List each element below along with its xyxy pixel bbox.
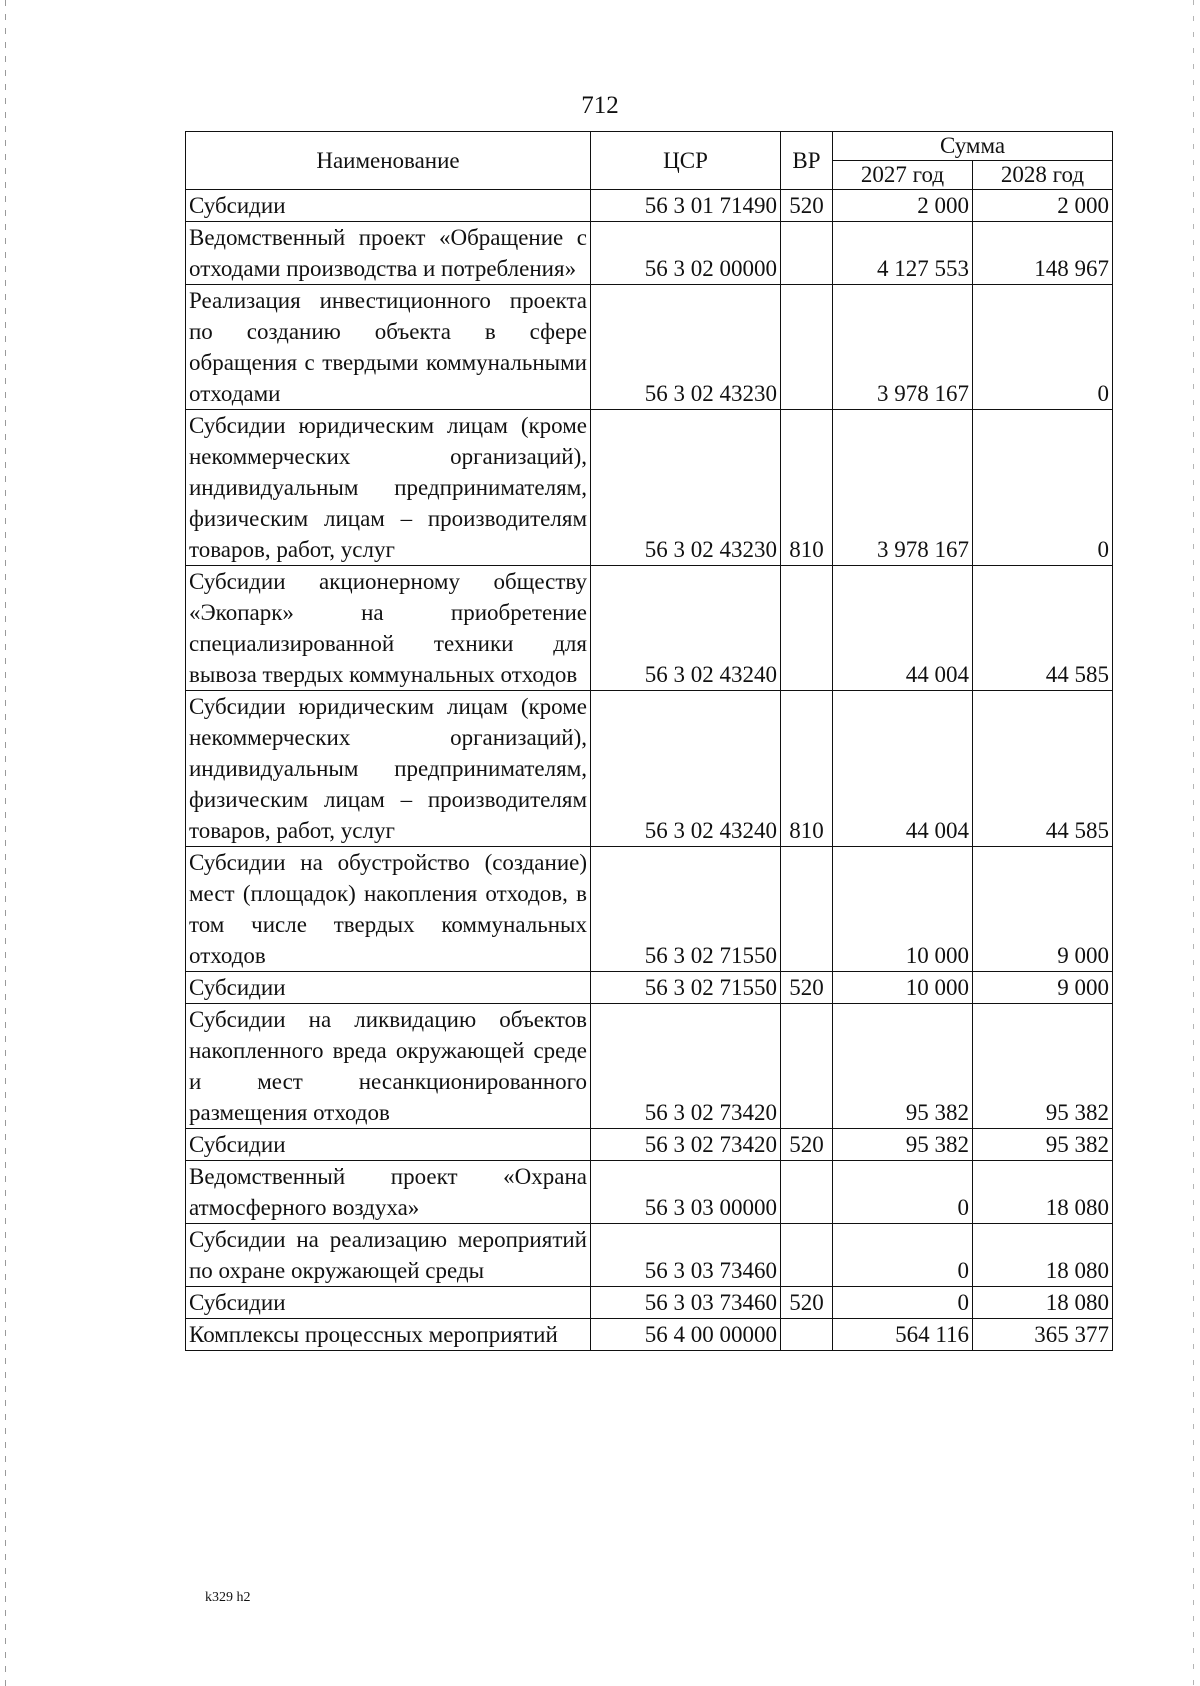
row-vr-cell: 520	[781, 972, 833, 1004]
table-row	[186, 190, 1113, 222]
budget-table	[185, 131, 1113, 1351]
row-name-cell: Субсидии акционерному обществу «Экопарк» на приобретение специализированной техники для вывоза твердых коммунальных отходов	[186, 566, 591, 691]
row-2028-cell: 18 080	[973, 1161, 1113, 1224]
row-2028-cell: 9 000	[973, 847, 1113, 972]
table-row	[186, 972, 1113, 1004]
row-2027-cell: 564 116	[833, 1319, 973, 1351]
table-row	[186, 410, 1113, 566]
table-header	[186, 132, 1113, 190]
header-vr: ВР	[781, 132, 833, 190]
row-name-cell: Субсидии юридическим лицам (кроме некоммерческих организаций), индивидуальным предпринимателям, физическим лицам – производителям товаров, работ, услуг	[186, 691, 591, 847]
row-csr-cell: 56 3 01 71490	[591, 190, 781, 222]
row-2027-cell: 3 978 167	[833, 285, 973, 410]
table-row	[186, 691, 1113, 847]
header-sum: Сумма	[833, 132, 1113, 161]
row-name-cell: Комплексы процессных мероприятий	[186, 1319, 591, 1351]
row-csr-cell: 56 3 02 00000	[591, 222, 781, 285]
row-vr-cell	[781, 1319, 833, 1351]
header-name: Наименование	[186, 132, 591, 190]
scan-edge-right	[1193, 0, 1194, 1686]
row-2027-cell: 0	[833, 1161, 973, 1224]
table-row	[186, 1004, 1113, 1129]
header-year-2027: 2027 год	[833, 161, 973, 190]
row-vr-cell	[781, 285, 833, 410]
table-row	[186, 1129, 1113, 1161]
row-2027-cell: 44 004	[833, 566, 973, 691]
row-vr-cell	[781, 847, 833, 972]
row-2028-cell: 18 080	[973, 1224, 1113, 1287]
row-2027-cell: 44 004	[833, 691, 973, 847]
row-2028-cell: 0	[973, 410, 1113, 566]
row-csr-cell: 56 3 02 43240	[591, 566, 781, 691]
row-2027-cell: 4 127 553	[833, 222, 973, 285]
row-vr-cell	[781, 222, 833, 285]
row-csr-cell: 56 3 02 71550	[591, 847, 781, 972]
row-csr-cell: 56 3 02 43230	[591, 410, 781, 566]
row-name-cell: Ведомственный проект «Обращение с отходами производства и потребления»	[186, 222, 591, 285]
table-row	[186, 566, 1113, 691]
page-number: 712	[581, 92, 619, 119]
row-vr-cell: 520	[781, 1129, 833, 1161]
row-2027-cell: 10 000	[833, 847, 973, 972]
row-2027-cell: 3 978 167	[833, 410, 973, 566]
scan-edge-left	[5, 0, 6, 1686]
row-2027-cell: 2 000	[833, 190, 973, 222]
row-name-cell: Субсидии	[186, 190, 591, 222]
row-name-cell: Ведомственный проект «Охрана атмосферного воздуха»	[186, 1161, 591, 1224]
row-name-cell: Реализация инвестиционного проекта по созданию объекта в сфере обращения с твердыми коммунальными отходами	[186, 285, 591, 410]
header-csr: ЦСР	[591, 132, 781, 190]
row-2028-cell: 9 000	[973, 972, 1113, 1004]
row-name-cell: Субсидии на ликвидацию объектов накопленного вреда окружающей среде и мест несанкционированного размещения отходов	[186, 1004, 591, 1129]
row-2028-cell: 148 967	[973, 222, 1113, 285]
row-2028-cell: 0	[973, 285, 1113, 410]
row-2028-cell: 2 000	[973, 190, 1113, 222]
row-vr-cell	[781, 566, 833, 691]
table-row	[186, 847, 1113, 972]
row-name-cell: Субсидии на обустройство (создание) мест (площадок) накопления отходов, в том числе твердых коммунальных отходов	[186, 847, 591, 972]
row-2028-cell: 365 377	[973, 1319, 1113, 1351]
row-2028-cell: 95 382	[973, 1129, 1113, 1161]
row-csr-cell: 56 3 02 43230	[591, 285, 781, 410]
row-csr-cell: 56 3 02 43240	[591, 691, 781, 847]
row-csr-cell: 56 3 02 73420	[591, 1004, 781, 1129]
row-vr-cell: 520	[781, 1287, 833, 1319]
row-vr-cell: 520	[781, 190, 833, 222]
row-vr-cell	[781, 1004, 833, 1129]
row-2028-cell: 95 382	[973, 1004, 1113, 1129]
table-row	[186, 1319, 1113, 1351]
row-2028-cell: 18 080	[973, 1287, 1113, 1319]
row-2027-cell: 0	[833, 1287, 973, 1319]
row-csr-cell: 56 3 02 73420	[591, 1129, 781, 1161]
row-csr-cell: 56 3 03 73460	[591, 1224, 781, 1287]
table-body	[186, 190, 1113, 1351]
footer-code: k329 h2	[205, 1590, 251, 1605]
table-row	[186, 1287, 1113, 1319]
row-vr-cell: 810	[781, 410, 833, 566]
row-2027-cell: 0	[833, 1224, 973, 1287]
row-name-cell: Субсидии	[186, 1287, 591, 1319]
row-vr-cell	[781, 1224, 833, 1287]
row-2027-cell: 95 382	[833, 1129, 973, 1161]
row-name-cell: Субсидии юридическим лицам (кроме некоммерческих организаций), индивидуальным предпринимателям, физическим лицам – производителям товаров, работ, услуг	[186, 410, 591, 566]
row-2028-cell: 44 585	[973, 691, 1113, 847]
table-row	[186, 222, 1113, 285]
row-vr-cell: 810	[781, 691, 833, 847]
row-2028-cell: 44 585	[973, 566, 1113, 691]
row-name-cell: Субсидии	[186, 1129, 591, 1161]
table-row	[186, 1224, 1113, 1287]
row-csr-cell: 56 3 03 00000	[591, 1161, 781, 1224]
row-csr-cell: 56 3 03 73460	[591, 1287, 781, 1319]
row-2027-cell: 95 382	[833, 1004, 973, 1129]
row-name-cell: Субсидии	[186, 972, 591, 1004]
row-vr-cell	[781, 1161, 833, 1224]
row-name-cell: Субсидии на реализацию мероприятий по охране окружающей среды	[186, 1224, 591, 1287]
row-csr-cell: 56 3 02 71550	[591, 972, 781, 1004]
table-row	[186, 285, 1113, 410]
row-csr-cell: 56 4 00 00000	[591, 1319, 781, 1351]
row-2027-cell: 10 000	[833, 972, 973, 1004]
table-row	[186, 1161, 1113, 1224]
header-year-2028: 2028 год	[973, 161, 1113, 190]
